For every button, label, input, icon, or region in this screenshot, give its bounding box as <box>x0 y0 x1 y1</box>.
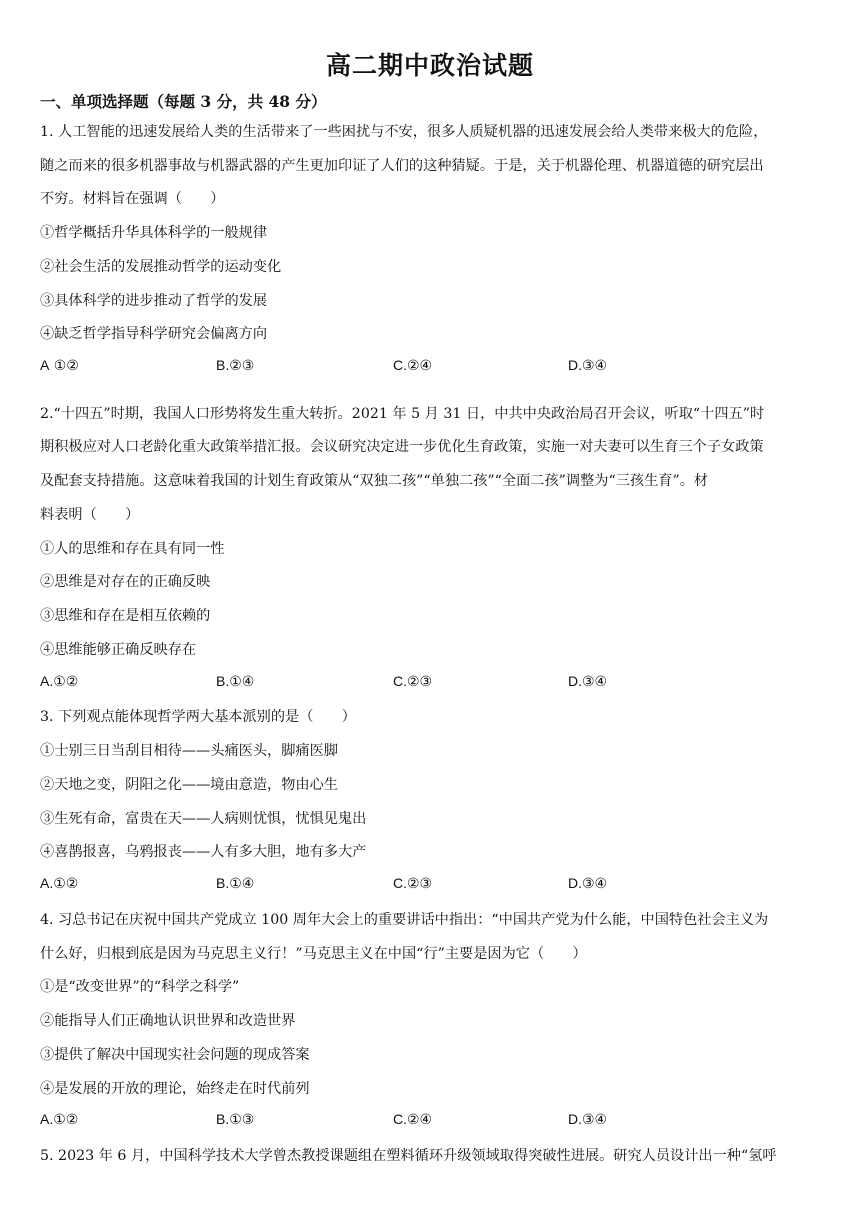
question-2-options <box>40 673 820 693</box>
question-1-options <box>40 357 820 377</box>
question-3-statement: ①士别三日当刮目相待——头痛医头，脚痛医脚 <box>40 743 338 759</box>
option-text: ②④ <box>407 1112 433 1128</box>
option-label: B. <box>216 357 230 373</box>
question-1-stem-line: 不穷。材料旨在强调（ ） <box>40 191 225 207</box>
question-2-statement: ④思维能够正确反映存在 <box>40 642 197 658</box>
option-text: ③④ <box>582 674 608 690</box>
question-1-statement: ③具体科学的进步推动了哲学的发展 <box>40 293 268 309</box>
question-2-stem-line: 料表明（ ） <box>40 507 140 523</box>
option-label: B. <box>216 673 230 689</box>
question-2-stem-line: 2.“十四五”时期，我国人口形势将发生重大转折。2021 年 5 月 31 日，中共中央政治局召开会议，听取“十四五”时 <box>40 406 765 422</box>
option-text: ②④ <box>407 358 433 374</box>
question-4-options <box>40 1111 820 1131</box>
option-text: ①② <box>53 674 79 690</box>
question-4-statement: ②能指导人们正确地认识世界和改造世界 <box>40 1013 296 1029</box>
question-3-statement: ②天地之变，阴阳之化——境由意造，物由心生 <box>40 777 338 793</box>
option-d[interactable] <box>568 673 607 690</box>
question-1-stem-line: 随之而来的很多机器事故与机器武器的产生更加印证了人们的这种猜疑。于是，关于机器伦理、机器道德的研究层出 <box>40 158 764 174</box>
option-label: C. <box>393 673 407 689</box>
option-label: A <box>40 357 50 373</box>
question-1-statement: ①哲学概括升华具体科学的一般规律 <box>40 225 268 241</box>
option-label: D. <box>568 875 582 891</box>
question-3-stem-line: 3. 下列观点能体现哲学两大基本派别的是（ ） <box>40 709 356 725</box>
option-text: ③④ <box>582 876 608 892</box>
option-b[interactable] <box>216 357 254 374</box>
option-label: B. <box>216 1111 230 1127</box>
option-label: C. <box>393 1111 407 1127</box>
option-text: ①③ <box>229 1112 255 1128</box>
option-label: D. <box>568 1111 582 1127</box>
option-label: A. <box>40 1111 54 1127</box>
question-4-stem-line: 4. 习总书记在庆祝中国共产党成立 100 周年大会上的重要讲话中指出：“中国共产党为什么能，中国特色社会主义为 <box>40 912 769 928</box>
option-text: ②③ <box>407 674 433 690</box>
option-text: ①② <box>53 876 79 892</box>
option-a[interactable] <box>40 875 78 892</box>
option-a[interactable] <box>40 1111 78 1128</box>
option-c[interactable] <box>393 1111 432 1128</box>
question-1-stem-line: 1. 人工智能的迅速发展给人类的生活带来了一些困扰与不安，很多人质疑机器的迅速发展会给人类带来极大的危险， <box>40 124 768 140</box>
option-d[interactable] <box>568 1111 607 1128</box>
question-1-statement: ②社会生活的发展推动哲学的运动变化 <box>40 259 282 275</box>
question-2-stem-line: 及配套支持措施。这意味着我国的计划生育政策从“双独二孩”“单独二孩”“全面二孩”调整为“三孩生育”。材 <box>40 473 709 489</box>
option-label: C. <box>393 357 407 373</box>
option-b[interactable] <box>216 1111 254 1128</box>
question-2-statement: ③思维和存在是相互依赖的 <box>40 608 211 624</box>
option-c[interactable] <box>393 357 432 374</box>
option-b[interactable] <box>216 673 254 690</box>
question-2-statement: ②思维是对存在的正确反映 <box>40 574 211 590</box>
question-4-statement: ③提供了解决中国现实社会问题的现成答案 <box>40 1047 310 1063</box>
option-text: ③④ <box>582 358 608 374</box>
option-text: ②③ <box>229 358 255 374</box>
question-3-statement: ③生死有命，富贵在天——人病则忧惧，忧惧见鬼出 <box>40 811 367 827</box>
option-a[interactable] <box>40 357 79 374</box>
question-2-stem-line: 期积极应对人口老龄化重大政策举措汇报。会议研究决定进一步优化生育政策，实施一对夫妻可以生育三个子女政策 <box>40 439 764 455</box>
option-label: D. <box>568 673 582 689</box>
option-text: ③④ <box>582 1112 608 1128</box>
option-text: ②③ <box>407 876 433 892</box>
question-3-options <box>40 875 820 895</box>
question-4-statement: ④是发展的开放的理论，始终走在时代前列 <box>40 1081 310 1097</box>
option-c[interactable] <box>393 673 432 690</box>
option-label: A. <box>40 875 54 891</box>
option-label: D. <box>568 357 582 373</box>
section-heading: 一、单项选择题（每题 3 分，共 48 分） <box>40 92 327 111</box>
question-5-stem-line: 5. 2023 年 6 月，中国科学技术大学曾杰教授课题组在塑料循环升级领域取得突破性进展。研究人员设计出一种“氢呼 <box>40 1148 777 1164</box>
question-4-statement: ①是“改变世界”的“科学之科学” <box>40 979 240 995</box>
option-text: ①② <box>53 358 79 374</box>
option-a[interactable] <box>40 673 78 690</box>
option-d[interactable] <box>568 875 607 892</box>
option-text: ①④ <box>229 674 255 690</box>
page-title: 高二期中政治试题 <box>325 51 534 80</box>
question-2-statement: ①人的思维和存在具有同一性 <box>40 541 225 557</box>
option-label: A. <box>40 673 54 689</box>
option-text: ①② <box>53 1112 79 1128</box>
option-b[interactable] <box>216 875 254 892</box>
option-text: ①④ <box>229 876 255 892</box>
question-3-statement: ④喜鹊报喜，乌鸦报丧——人有多大胆，地有多大产 <box>40 844 367 860</box>
option-d[interactable] <box>568 357 607 374</box>
question-4-stem-line: 什么好，归根到底是因为马克思主义行！”马克思主义在中国“行”主要是因为它（ ） <box>40 946 587 962</box>
option-c[interactable] <box>393 875 432 892</box>
question-1-statement: ④缺乏哲学指导科学研究会偏离方向 <box>40 326 268 342</box>
option-label: C. <box>393 875 407 891</box>
option-label: B. <box>216 875 230 891</box>
